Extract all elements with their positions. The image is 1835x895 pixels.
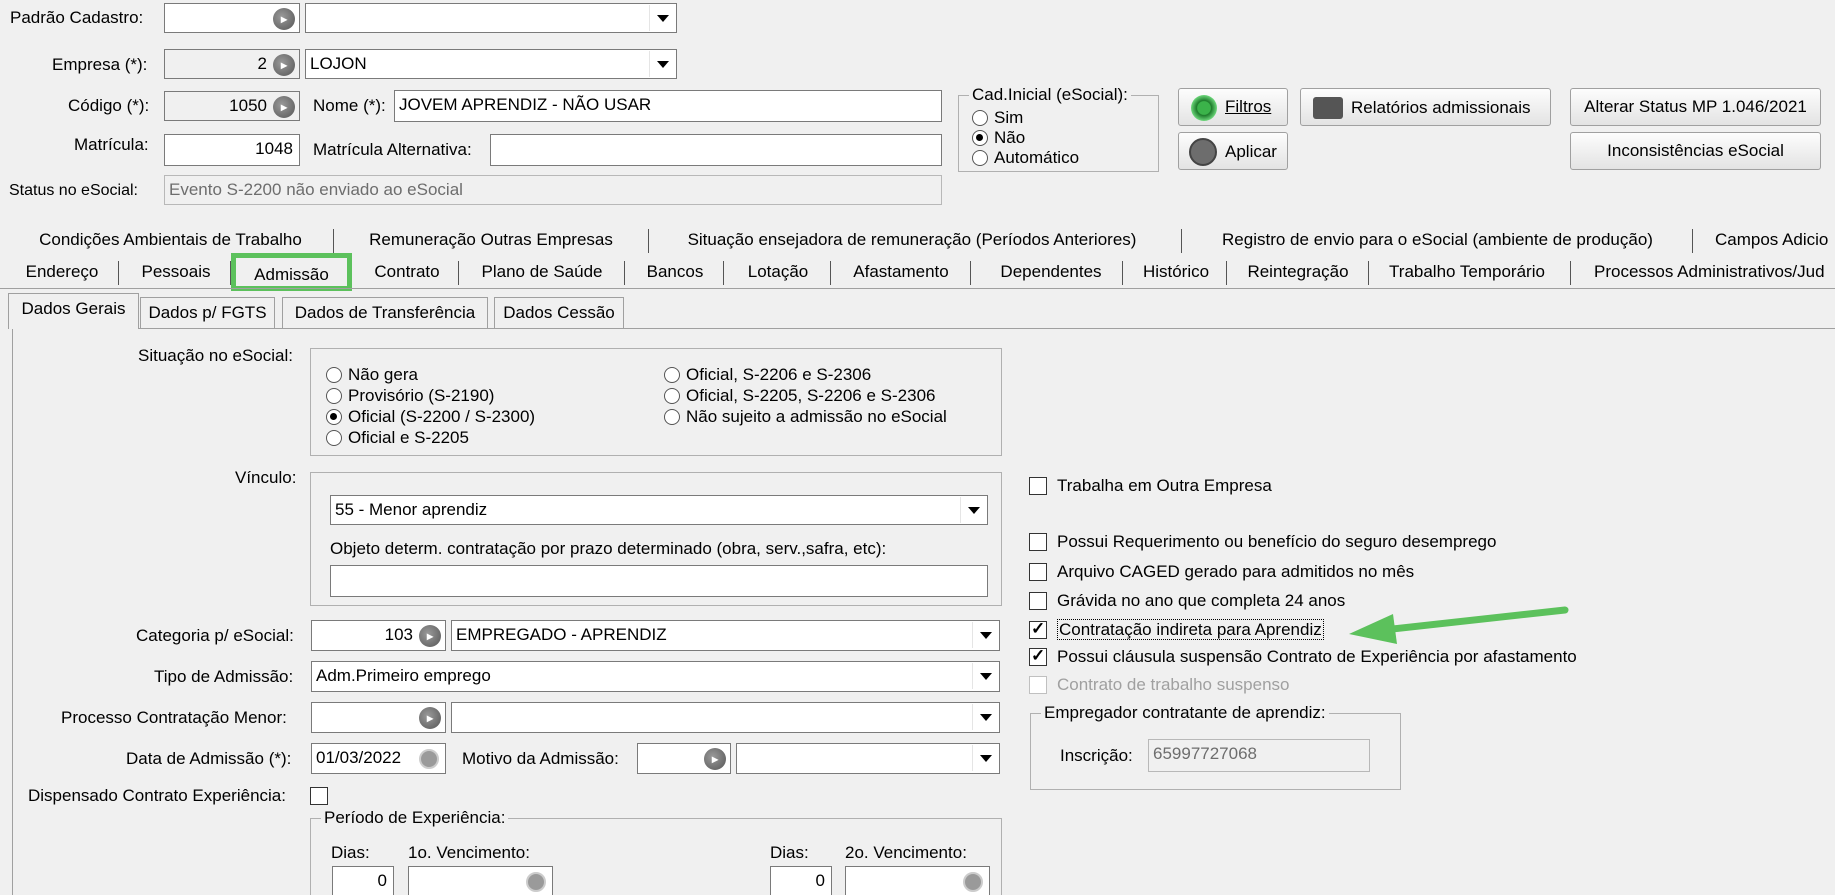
relatorios-label: Relatórios admissionais <box>1351 98 1531 117</box>
dispensado-label: Dispensado Contrato Experiência: <box>28 786 286 805</box>
matricula-input[interactable]: 1048 <box>164 134 300 166</box>
motivo-code-input[interactable] <box>637 743 731 774</box>
subtab-dados-transferencia[interactable]: Dados de Transferência <box>282 297 488 329</box>
apply-icon <box>1189 138 1217 166</box>
tab-admissao[interactable]: Admissão <box>231 253 352 291</box>
clausula-suspensao-checkbox[interactable]: Possui cláusula suspensão Contrato de Experiência por afastamento ✓ <box>1029 647 1577 667</box>
objeto-input[interactable] <box>330 565 988 597</box>
tab-dependentes[interactable]: Dependentes <box>1000 262 1102 281</box>
filter-icon <box>1191 95 1217 121</box>
codigo-label: Código (*): <box>68 96 150 115</box>
tab-plano-saude[interactable]: Plano de Saúde <box>481 262 603 281</box>
tab-pessoais[interactable]: Pessoais <box>141 262 211 281</box>
aplicar-button[interactable] <box>1178 132 1288 170</box>
vinculo-label: Vínculo: <box>235 468 297 487</box>
inscricao-input: 65997727068 <box>1148 739 1370 772</box>
radio-automatico[interactable]: Automático <box>972 148 1079 168</box>
tab-condicoes-ambientais[interactable]: Condições Ambientais de Trabalho <box>39 230 302 249</box>
matricula-label: Matrícula: <box>74 135 149 154</box>
filtros-label: Filtros <box>1225 97 1272 116</box>
categoria-select[interactable]: EMPREGADO - APRENDIZ <box>451 620 1000 651</box>
empregador-title: Empregador contratante de aprendiz: <box>1041 703 1329 723</box>
lookup-icon[interactable]: ▸ <box>273 54 295 76</box>
dropdown-arrow-icon[interactable] <box>972 745 998 771</box>
motivo-select[interactable] <box>736 743 1000 774</box>
annotation-arrow-icon <box>1345 602 1570 646</box>
gravida-checkbox[interactable]: Grávida no ano que completa 24 anos <box>1029 591 1345 611</box>
categoria-code-input[interactable]: 103 ▸ <box>311 620 446 651</box>
inconsistencias-button[interactable]: Inconsistências eSocial <box>1570 132 1821 170</box>
venc2-input[interactable] <box>845 866 990 895</box>
status-label: Status no eSocial: <box>9 182 138 199</box>
processo-label: Processo Contratação Menor: <box>61 708 287 727</box>
processo-select[interactable] <box>451 702 1000 733</box>
contrato-suspenso-checkbox: Contrato de trabalho suspenso <box>1029 675 1290 695</box>
tab-contrato[interactable]: Contrato <box>374 262 440 281</box>
calendar-icon[interactable] <box>963 872 983 892</box>
tab-reintegracao[interactable]: Reintegração <box>1247 262 1349 281</box>
tab-endereco[interactable]: Endereço <box>25 262 99 281</box>
dropdown-arrow-icon[interactable] <box>960 497 986 523</box>
tab-afastamento[interactable]: Afastamento <box>853 262 949 281</box>
padrao-code-input[interactable] <box>164 3 300 33</box>
radio-oficial-s2205[interactable]: Oficial e S-2205 <box>326 428 469 448</box>
dropdown-arrow-icon[interactable] <box>649 51 675 77</box>
dropdown-arrow-icon[interactable] <box>972 663 998 689</box>
dropdown-arrow-icon[interactable] <box>972 704 998 730</box>
inscricao-label: Inscrição: <box>1060 746 1133 765</box>
aplicar-label: Aplicar <box>1225 142 1277 161</box>
tab-registro-envio[interactable]: Registro de envio para o eSocial (ambiente de produção) <box>1222 230 1653 249</box>
radio-nao[interactable]: Não <box>972 128 1025 148</box>
empresa-label: Empresa (*): <box>52 55 148 74</box>
calendar-icon[interactable] <box>526 872 546 892</box>
radio-provisorio[interactable]: Provisório (S-2190) <box>326 386 494 406</box>
data-adm-input[interactable]: 01/03/2022 <box>311 743 446 774</box>
tab-historico[interactable]: Histórico <box>1142 262 1210 281</box>
situacao-label: Situação no eSocial: <box>138 346 293 365</box>
tab-situacao-ensejadora[interactable]: Situação ensejadora de remuneração (Períodos Anteriores) <box>687 230 1137 249</box>
dias1-input[interactable]: 0 <box>332 866 394 895</box>
categoria-label: Categoria p/ eSocial: <box>136 626 294 645</box>
empresa-select[interactable]: LOJON <box>305 49 677 79</box>
cad-inicial-title: Cad.Inicial (eSocial): <box>969 85 1131 105</box>
tabs-row-2 <box>0 257 1835 287</box>
printer-icon <box>1313 97 1343 119</box>
dropdown-arrow-icon[interactable] <box>972 622 998 648</box>
relatorios-button[interactable] <box>1300 88 1551 126</box>
motivo-label: Motivo da Admissão: <box>462 749 619 768</box>
tab-lotacao[interactable]: Lotação <box>747 262 809 281</box>
empresa-code-input[interactable]: 2 ▸ <box>164 49 300 79</box>
processo-code-input[interactable] <box>311 702 446 733</box>
lookup-icon[interactable]: ▸ <box>704 748 726 770</box>
padrao-label: Padrão Cadastro: <box>10 8 144 27</box>
tab-divider <box>0 288 1835 289</box>
caged-checkbox[interactable]: Arquivo CAGED gerado para admitidos no mês <box>1029 562 1414 582</box>
tab-remuneracao-outras[interactable]: Remuneração Outras Empresas <box>369 230 613 249</box>
alterar-status-button[interactable]: Alterar Status MP 1.046/2021 <box>1570 88 1821 126</box>
radio-oficial-s2205-s2206[interactable]: Oficial, S-2205, S-2206 e S-2306 <box>664 386 935 406</box>
tab-bancos[interactable]: Bancos <box>646 262 704 281</box>
lookup-icon[interactable]: ▸ <box>273 96 295 118</box>
matricula-alt-label: Matrícula Alternativa: <box>313 140 472 159</box>
radio-oficial[interactable]: Oficial (S-2200 / S-2300) <box>326 407 535 427</box>
data-adm-label: Data de Admissão (*): <box>126 749 292 768</box>
contratacao-indireta-checkbox[interactable]: Contratação indireta para Aprendiz ✓ <box>1029 620 1324 640</box>
radio-oficial-s2206[interactable]: Oficial, S-2206 e S-2306 <box>664 365 871 385</box>
radio-sim[interactable]: Sim <box>972 108 1023 128</box>
vinculo-select[interactable]: 55 - Menor aprendiz <box>330 495 988 525</box>
matricula-alt-input[interactable] <box>490 134 942 166</box>
calendar-icon[interactable] <box>419 749 439 769</box>
subtab-dados-fgts[interactable]: Dados p/ FGTS <box>140 297 275 329</box>
tab-campos-adicionais[interactable]: Campos Adicio <box>1715 230 1829 249</box>
tipo-adm-select[interactable]: Adm.Primeiro emprego <box>311 661 1000 692</box>
tab-trabalho-temporario[interactable]: Trabalho Temporário <box>1389 262 1545 281</box>
lookup-icon[interactable]: ▸ <box>419 625 441 647</box>
tabs-row-1 <box>0 225 1835 255</box>
filtros-button[interactable] <box>1178 88 1288 126</box>
status-input: Evento S-2200 não enviado ao eSocial <box>164 175 942 205</box>
subtab-dados-gerais[interactable]: Dados Gerais <box>8 293 139 329</box>
nome-label: Nome (*): <box>313 96 386 115</box>
nome-input[interactable]: JOVEM APRENDIZ - NÃO USAR <box>394 90 942 122</box>
tipo-adm-label: Tipo de Admissão: <box>154 667 294 686</box>
dias2-input[interactable]: 0 <box>770 866 832 895</box>
venc1-input[interactable] <box>408 866 553 895</box>
dias1-label: Dias: <box>331 843 370 862</box>
lookup-icon[interactable]: ▸ <box>273 8 295 30</box>
padrao-select[interactable] <box>305 3 677 33</box>
seguro-desemprego-checkbox[interactable]: Possui Requerimento ou benefício do seguro desemprego <box>1029 532 1496 552</box>
subtab-dados-cessao[interactable]: Dados Cessão <box>494 297 624 329</box>
trabalha-outra-empresa-checkbox[interactable]: Trabalha em Outra Empresa <box>1029 476 1272 496</box>
cad-inicial-group <box>958 85 1159 172</box>
lookup-icon[interactable]: ▸ <box>419 707 441 729</box>
venc1-label: 1o. Vencimento: <box>408 843 530 862</box>
radio-nao-gera[interactable]: Não gera <box>326 365 418 385</box>
radio-nao-sujeito[interactable]: Não sujeito a admissão no eSocial <box>664 407 947 427</box>
situacao-group <box>310 348 1002 456</box>
venc2-label: 2o. Vencimento: <box>845 843 967 862</box>
tab-processos-administrativos[interactable]: Processos Administrativos/Jud <box>1594 262 1825 281</box>
dropdown-arrow-icon[interactable] <box>649 5 675 31</box>
periodo-title: Período de Experiência: <box>321 808 508 828</box>
dias2-label: Dias: <box>770 843 809 862</box>
objeto-label: Objeto determ. contratação por prazo determinado (obra, serv.,safra, etc): <box>330 539 887 558</box>
codigo-input[interactable]: 1050 ▸ <box>164 91 300 121</box>
